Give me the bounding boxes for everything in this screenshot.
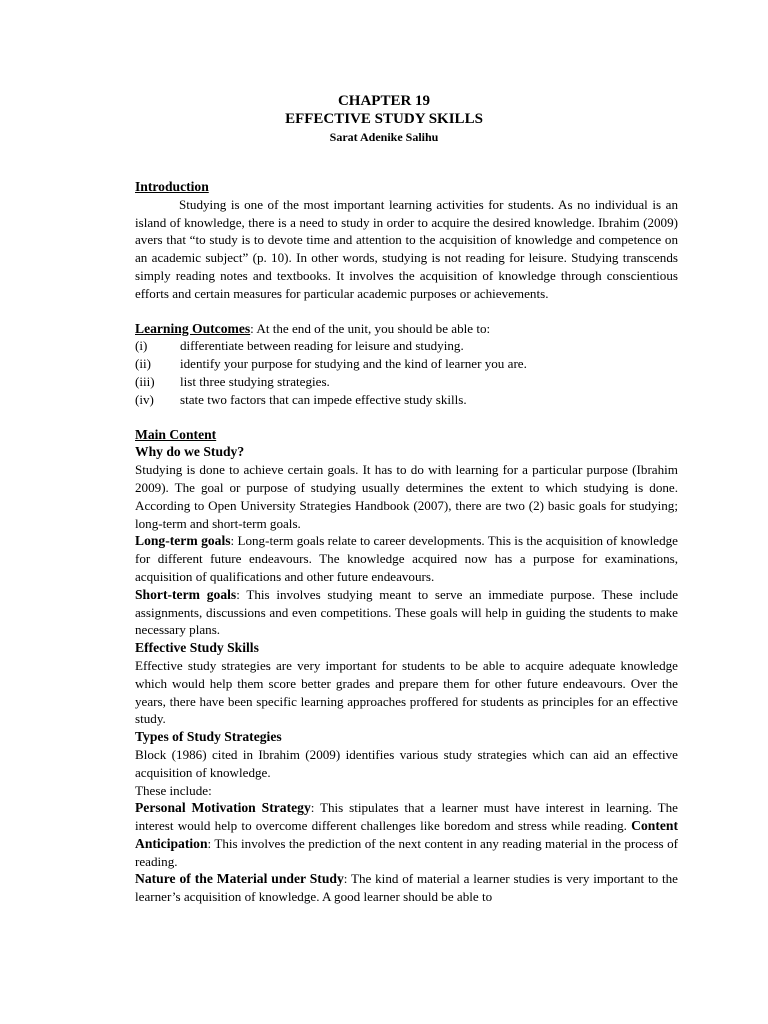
why-study-paragraph: Studying is done to achieve certain goals. It has to do with learning for a particular purpose (Ibrahim 2009). The goal or purpose of studying usually determines the extent to which studying is done. According to Open University Strategies Handbook (2007), there are two (2) basic goals for studying; long-term and short-term goals. — [135, 462, 678, 531]
learning-outcomes-lead: : At the end of the unit, you should be able to: — [250, 320, 491, 336]
content-anticipation-text: : This involves the prediction of the next content in any reading material in the process of reading. — [135, 835, 678, 869]
main-content-heading: Main Content — [135, 426, 217, 442]
learning-outcomes-heading: Learning Outcomes — [135, 320, 251, 336]
learning-outcomes-intro — [135, 320, 678, 338]
motivation-strategy-text: : This stipulates that a learner must have interest in learning. The interest would help to overcome different challenges like boredom and stress while reading. — [135, 800, 678, 834]
chapter-author: Sarat Adenike Salihu — [329, 130, 439, 144]
nature-of-material-text: : The kind of material a learner studies is very important to the learner’s acquisition of knowledge. A good learner should be able to — [135, 871, 678, 905]
effective-study-skills-paragraph: Effective study strategies are very important for students to be able to acquire adequate knowledge which would help them score better grades and prepare them for other future endeavours. Over the years, there have been specific learning approaches proffered for students as principles for an effective study. — [135, 657, 678, 727]
short-term-goals-paragraph — [135, 586, 678, 639]
outcome-text: list three studying strategies. — [180, 373, 330, 389]
outcome-item — [135, 337, 678, 355]
long-term-goals-paragraph — [135, 532, 678, 585]
chapter-number: CHAPTER 19 — [337, 93, 431, 109]
outcome-number: (i) — [135, 338, 148, 354]
short-term-goals-label: Short-term goals — [135, 586, 237, 602]
introduction-heading: Introduction — [135, 179, 209, 194]
introduction-paragraph: Studying is one of the most important learning activities for students. As no individual is an island of knowledge, there is a need to study in order to acquire the desired knowledge. Ibrahim (2009) avers that “to study is to devote time and attention to the acquisition of knowledge and competence on an academic subject” (p. 10). In other words, studying is not reading for leisure. Studying transcends simply reading notes and textbooks. It involves the acquisition of knowledge through conscientious efforts and certain measures for particular academic purposes or achievements. — [135, 196, 678, 301]
spacer — [135, 303, 678, 320]
outcome-item — [135, 391, 678, 409]
types-of-strategies-paragraph: Block (1986) cited in Ibrahim (2009) identifies various study strategies which can aid an effective acquisition of knowledge. — [135, 746, 678, 780]
long-term-goals-text: : Long-term goals relate to career developments. This is the acquisition of knowledge for different future endeavours. The knowledge acquired now has a purpose for examinations, acquisition of qualifications and other future endeavours. — [135, 533, 678, 584]
outcome-text: state two factors that can impede effective study skills. — [180, 391, 467, 407]
outcome-item — [135, 373, 678, 391]
long-term-goals-label: Long-term goals — [135, 533, 231, 549]
motivation-strategy-label: Personal Motivation Strategy — [135, 800, 311, 816]
nature-of-material-paragraph — [135, 870, 678, 906]
nature-of-material-label: Nature of the Material under Study — [135, 871, 344, 887]
document-body — [135, 178, 678, 906]
outcome-number: (iii) — [135, 373, 155, 389]
these-include-line: These include: — [135, 782, 212, 798]
types-of-strategies-heading: Types of Study Strategies — [135, 729, 282, 745]
outcome-text: differentiate between reading for leisure and studying. — [180, 338, 464, 354]
short-term-goals-text: : This involves studying meant to serve an immediate purpose. These include assignments, discussions and even competitions. These goals will help in guiding the students to make necessary plans. — [135, 586, 679, 638]
outcome-number: (ii) — [135, 356, 151, 372]
content-anticipation-label: Content Anticipation — [135, 818, 678, 851]
motivation-strategy-paragraph — [135, 799, 678, 870]
effective-study-skills-heading: Effective Study Skills — [135, 640, 259, 656]
outcome-text: identify your purpose for studying and the kind of learner you are. — [180, 356, 527, 372]
spacer — [135, 409, 678, 426]
outcome-item — [135, 355, 678, 373]
why-study-heading: Why do we Study? — [135, 444, 245, 460]
outcome-number: (iv) — [135, 391, 154, 407]
chapter-title: EFFECTIVE STUDY SKILLS — [285, 111, 483, 127]
